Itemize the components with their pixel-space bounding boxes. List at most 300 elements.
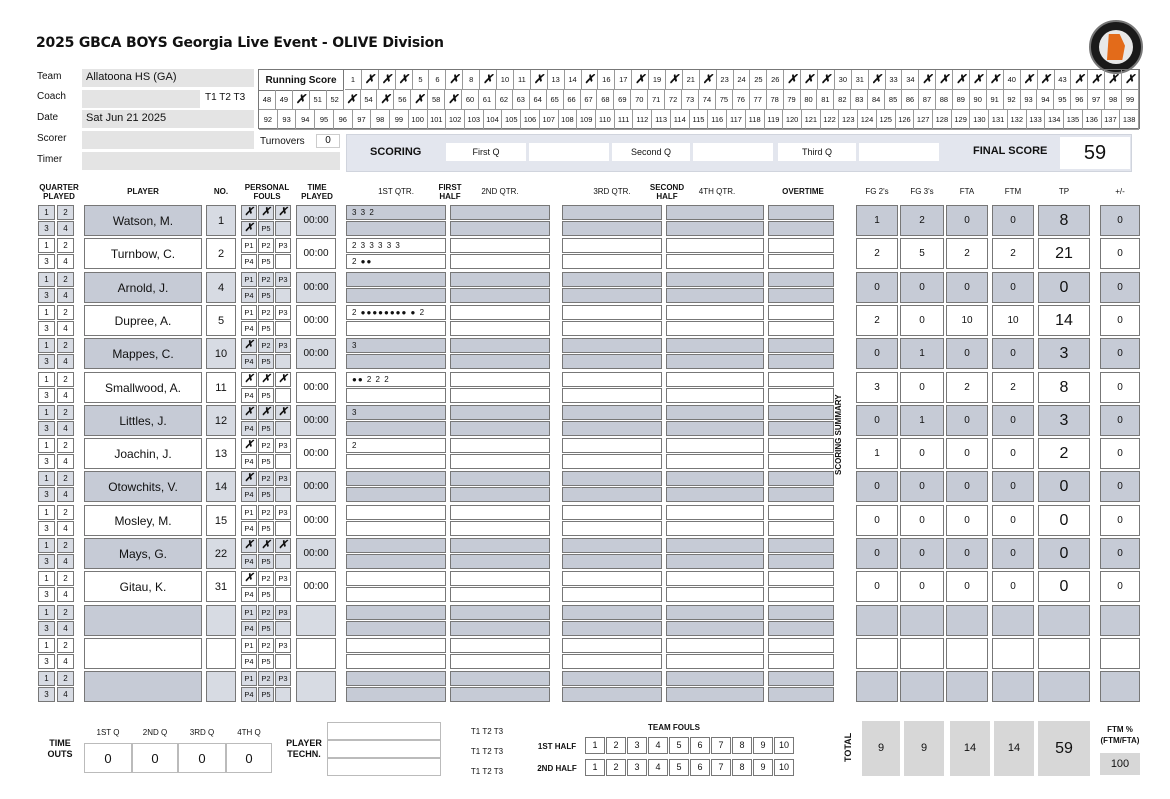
quarter-score-box[interactable] — [768, 671, 834, 686]
quarter-played-box[interactable]: 2 — [57, 405, 74, 420]
quarter-played-box[interactable]: 2 — [57, 372, 74, 387]
running-score-cell[interactable]: 56 — [394, 90, 411, 110]
quarter-score-box[interactable] — [562, 288, 662, 303]
running-score-cell[interactable]: 51 — [310, 90, 327, 110]
quarter-score-box[interactable] — [562, 621, 662, 636]
running-score-cell[interactable]: 24 — [734, 70, 751, 90]
quarter-score-box[interactable] — [450, 621, 550, 636]
quarter-score-box[interactable] — [562, 505, 662, 520]
personal-foul-box[interactable]: P1 — [241, 305, 257, 320]
running-score-cell[interactable]: 129 — [952, 110, 971, 130]
personal-foul-box[interactable]: P2 — [258, 272, 274, 287]
team-foul-box[interactable]: 4 — [648, 737, 668, 754]
team-foul-box[interactable]: 3 — [627, 759, 647, 776]
quarter-score-box[interactable] — [450, 671, 550, 686]
running-score-cell[interactable]: 90 — [970, 90, 987, 110]
quarter-score-box[interactable] — [346, 571, 446, 586]
quarter-score-box[interactable] — [666, 421, 764, 436]
running-score-cell[interactable]: 96 — [1071, 90, 1088, 110]
running-score-cell[interactable]: 107 — [540, 110, 559, 130]
quarter-played-box[interactable]: 4 — [57, 388, 74, 403]
running-score-cell[interactable]: 134 — [1045, 110, 1064, 130]
quarter-score-box[interactable] — [450, 321, 550, 336]
running-score-cell[interactable]: 33 — [886, 70, 903, 90]
quarter-score-box[interactable] — [562, 554, 662, 569]
quarter-score-box[interactable] — [768, 288, 834, 303]
running-score-cell[interactable]: 73 — [682, 90, 699, 110]
quarter-score-box[interactable] — [768, 621, 834, 636]
quarter-played-box[interactable]: 1 — [38, 205, 55, 220]
running-score-cell[interactable]: ✗ — [632, 70, 649, 90]
player-name[interactable]: Smallwood, A. — [84, 372, 202, 403]
quarter-score-box[interactable] — [346, 671, 446, 686]
techn-field-2[interactable] — [327, 740, 441, 758]
quarter-score-box[interactable] — [666, 288, 764, 303]
techn-field-1[interactable] — [327, 722, 441, 740]
quarter-score-box[interactable] — [450, 205, 550, 220]
personal-foul-box[interactable]: P5 — [258, 487, 274, 502]
quarter-played-box[interactable]: 1 — [38, 272, 55, 287]
personal-foul-box[interactable]: ✗ — [241, 221, 257, 236]
personal-foul-box[interactable] — [275, 321, 291, 336]
player-number[interactable]: 2 — [206, 238, 236, 269]
quarter-score-box[interactable]: 3 — [346, 338, 446, 353]
quarter-score-box[interactable] — [666, 571, 764, 586]
running-score-cell[interactable]: 120 — [783, 110, 802, 130]
personal-foul-box[interactable]: P4 — [241, 554, 257, 569]
personal-foul-box[interactable]: P5 — [258, 421, 274, 436]
quarter-score-box[interactable] — [562, 338, 662, 353]
quarter-played-box[interactable]: 1 — [38, 238, 55, 253]
quarter-score-box[interactable] — [666, 654, 764, 669]
personal-foul-box[interactable] — [275, 221, 291, 236]
quarter-played-box[interactable]: 3 — [38, 487, 55, 502]
running-score-cell[interactable]: 93 — [278, 110, 297, 130]
quarter-score-box[interactable] — [768, 221, 834, 236]
running-score-cell[interactable]: ✗ — [362, 70, 379, 90]
personal-foul-box[interactable]: ✗ — [241, 372, 257, 387]
running-score-cell[interactable]: 94 — [1037, 90, 1054, 110]
quarter-score-box[interactable] — [562, 671, 662, 686]
player-name[interactable] — [84, 605, 202, 636]
personal-foul-box[interactable]: P3 — [275, 671, 291, 686]
running-score-cell[interactable]: ✗ — [1105, 70, 1122, 90]
time-played[interactable]: 00:00 — [296, 372, 336, 403]
personal-foul-box[interactable]: ✗ — [241, 205, 257, 220]
personal-foul-box[interactable]: P2 — [258, 571, 274, 586]
third-q-score[interactable] — [859, 143, 939, 161]
quarter-played-box[interactable]: 2 — [57, 205, 74, 220]
personal-foul-box[interactable]: P1 — [241, 238, 257, 253]
quarter-played-box[interactable]: 3 — [38, 621, 55, 636]
team-foul-box[interactable]: 8 — [732, 759, 752, 776]
timeouts-q1-value[interactable]: 0 — [84, 743, 132, 773]
quarter-played-box[interactable]: 4 — [57, 687, 74, 702]
quarter-score-box[interactable] — [450, 438, 550, 453]
player-number[interactable]: 13 — [206, 438, 236, 469]
time-played[interactable]: 00:00 — [296, 438, 336, 469]
running-score-cell[interactable]: 124 — [858, 110, 877, 130]
player-number[interactable] — [206, 671, 236, 702]
running-score-cell[interactable]: 8 — [463, 70, 480, 90]
personal-foul-box[interactable]: ✗ — [241, 471, 257, 486]
quarter-score-box[interactable] — [562, 354, 662, 369]
quarter-played-box[interactable]: 1 — [38, 605, 55, 620]
running-score-cell[interactable]: 100 — [409, 110, 428, 130]
running-score-cell[interactable]: 76 — [733, 90, 750, 110]
quarter-played-box[interactable]: 3 — [38, 354, 55, 369]
running-score-cell[interactable]: 98 — [371, 110, 390, 130]
quarter-score-box[interactable] — [666, 254, 764, 269]
personal-foul-box[interactable]: P4 — [241, 454, 257, 469]
quarter-played-box[interactable]: 4 — [57, 254, 74, 269]
quarter-score-box[interactable] — [450, 288, 550, 303]
player-name[interactable]: Otowchits, V. — [84, 471, 202, 502]
running-score-cell[interactable]: 114 — [671, 110, 690, 130]
quarter-score-box[interactable] — [346, 288, 446, 303]
running-score-cell[interactable]: 86 — [902, 90, 919, 110]
running-score-cell[interactable]: 97 — [353, 110, 372, 130]
quarter-score-box[interactable] — [666, 221, 764, 236]
quarter-score-box[interactable] — [666, 605, 764, 620]
time-played[interactable] — [296, 671, 336, 702]
running-score-cell[interactable]: 21 — [683, 70, 700, 90]
first-q-score[interactable] — [529, 143, 609, 161]
quarter-score-box[interactable] — [666, 538, 764, 553]
quarter-score-box[interactable] — [768, 454, 834, 469]
running-score-cell[interactable]: 74 — [699, 90, 716, 110]
running-score-cell[interactable]: ✗ — [446, 70, 463, 90]
personal-foul-box[interactable]: P5 — [258, 354, 274, 369]
quarter-played-box[interactable]: 4 — [57, 321, 74, 336]
player-number[interactable]: 22 — [206, 538, 236, 569]
time-played[interactable]: 00:00 — [296, 505, 336, 536]
quarter-score-box[interactable] — [346, 654, 446, 669]
running-score-cell[interactable]: 89 — [953, 90, 970, 110]
player-name[interactable]: Littles, J. — [84, 405, 202, 436]
running-score-cell[interactable]: 123 — [839, 110, 858, 130]
quarter-played-box[interactable]: 3 — [38, 587, 55, 602]
quarter-score-box[interactable] — [346, 221, 446, 236]
quarter-score-box[interactable] — [768, 571, 834, 586]
quarter-played-box[interactable]: 4 — [57, 487, 74, 502]
quarter-played-box[interactable]: 4 — [57, 288, 74, 303]
running-score-cell[interactable]: 108 — [559, 110, 578, 130]
player-name[interactable]: Turnbow, C. — [84, 238, 202, 269]
player-name[interactable]: Gitau, K. — [84, 571, 202, 602]
running-score-cell[interactable]: ✗ — [1088, 70, 1105, 90]
personal-foul-box[interactable] — [275, 454, 291, 469]
personal-foul-box[interactable]: ✗ — [275, 205, 291, 220]
team-foul-box[interactable]: 1 — [585, 759, 605, 776]
quarter-score-box[interactable] — [346, 272, 446, 287]
quarter-score-box[interactable] — [450, 587, 550, 602]
personal-foul-box[interactable]: P2 — [258, 638, 274, 653]
quarter-score-box[interactable] — [666, 638, 764, 653]
running-score-cell[interactable]: 109 — [577, 110, 596, 130]
running-score-cell[interactable]: 62 — [496, 90, 513, 110]
quarter-played-box[interactable]: 2 — [57, 338, 74, 353]
running-score-cell[interactable]: 103 — [465, 110, 484, 130]
running-score-cell[interactable]: 70 — [631, 90, 648, 110]
running-score-cell[interactable]: 99 — [390, 110, 409, 130]
player-name[interactable]: Arnold, J. — [84, 272, 202, 303]
personal-foul-box[interactable]: P1 — [241, 638, 257, 653]
quarter-score-box[interactable] — [562, 305, 662, 320]
quarter-played-box[interactable]: 1 — [38, 305, 55, 320]
personal-foul-box[interactable]: P2 — [258, 238, 274, 253]
running-score-cell[interactable]: 133 — [1027, 110, 1046, 130]
quarter-score-box[interactable] — [346, 621, 446, 636]
personal-foul-box[interactable]: ✗ — [241, 538, 257, 553]
personal-foul-box[interactable]: ✗ — [241, 438, 257, 453]
personal-foul-box[interactable]: ✗ — [258, 205, 274, 220]
player-name[interactable]: Mays, G. — [84, 538, 202, 569]
personal-foul-box[interactable]: P4 — [241, 587, 257, 602]
personal-foul-box[interactable]: P2 — [258, 605, 274, 620]
quarter-score-box[interactable] — [562, 638, 662, 653]
running-score-cell[interactable]: 95 — [315, 110, 334, 130]
personal-foul-box[interactable]: P3 — [275, 338, 291, 353]
quarter-played-box[interactable]: 4 — [57, 421, 74, 436]
quarter-played-box[interactable]: 2 — [57, 505, 74, 520]
quarter-score-box[interactable] — [666, 687, 764, 702]
running-score-cell[interactable]: ✗ — [953, 70, 970, 90]
team-foul-box[interactable]: 5 — [669, 737, 689, 754]
personal-foul-box[interactable]: P5 — [258, 388, 274, 403]
quarter-played-box[interactable]: 3 — [38, 687, 55, 702]
quarter-score-box[interactable] — [768, 605, 834, 620]
personal-foul-box[interactable]: P3 — [275, 638, 291, 653]
personal-foul-box[interactable]: P3 — [275, 272, 291, 287]
running-score-cell[interactable]: 125 — [877, 110, 896, 130]
running-score-cell[interactable]: 13 — [548, 70, 565, 90]
player-number[interactable] — [206, 605, 236, 636]
team-foul-box[interactable]: 6 — [690, 737, 710, 754]
quarter-score-box[interactable] — [450, 238, 550, 253]
personal-foul-box[interactable] — [275, 654, 291, 669]
running-score-cell[interactable]: 10 — [497, 70, 514, 90]
running-score-cell[interactable]: 43 — [1055, 70, 1072, 90]
personal-foul-box[interactable]: P4 — [241, 621, 257, 636]
running-score-cell[interactable]: 84 — [868, 90, 885, 110]
running-score-cell[interactable]: ✗ — [344, 90, 361, 110]
personal-foul-box[interactable]: P4 — [241, 321, 257, 336]
quarter-score-box[interactable] — [562, 388, 662, 403]
running-score-cell[interactable]: ✗ — [531, 70, 548, 90]
running-score-cell[interactable]: 1 — [345, 70, 362, 90]
quarter-score-box[interactable] — [346, 421, 446, 436]
quarter-played-box[interactable]: 2 — [57, 605, 74, 620]
running-score-cell[interactable]: 83 — [851, 90, 868, 110]
turnovers-value[interactable]: 0 — [316, 134, 340, 148]
quarter-score-box[interactable] — [768, 354, 834, 369]
personal-foul-box[interactable] — [275, 388, 291, 403]
running-score-cell[interactable]: ✗ — [1071, 70, 1088, 90]
running-score-cell[interactable]: ✗ — [1038, 70, 1055, 90]
quarter-score-box[interactable] — [346, 354, 446, 369]
running-score-cell[interactable]: 111 — [615, 110, 634, 130]
quarter-score-box[interactable] — [768, 471, 834, 486]
quarter-played-box[interactable]: 2 — [57, 671, 74, 686]
quarter-score-box[interactable] — [450, 638, 550, 653]
running-score-cell[interactable]: 105 — [502, 110, 521, 130]
personal-foul-box[interactable]: P3 — [275, 605, 291, 620]
running-score-cell[interactable]: 6 — [429, 70, 446, 90]
team-foul-box[interactable]: 10 — [774, 759, 794, 776]
player-number[interactable]: 10 — [206, 338, 236, 369]
first-q-box[interactable]: First Q — [446, 143, 526, 161]
quarter-played-box[interactable]: 4 — [57, 654, 74, 669]
personal-foul-box[interactable]: P1 — [241, 671, 257, 686]
quarter-score-box[interactable] — [666, 338, 764, 353]
personal-foul-box[interactable]: P4 — [241, 521, 257, 536]
running-score-cell[interactable]: 95 — [1054, 90, 1071, 110]
running-score-cell[interactable]: ✗ — [1122, 70, 1139, 90]
team-foul-box[interactable]: 3 — [627, 737, 647, 754]
personal-foul-box[interactable]: P5 — [258, 454, 274, 469]
personal-foul-box[interactable]: P3 — [275, 438, 291, 453]
personal-foul-box[interactable]: P5 — [258, 288, 274, 303]
quarter-score-box[interactable] — [768, 205, 834, 220]
quarter-score-box[interactable] — [562, 654, 662, 669]
running-score-cell[interactable]: 48 — [259, 90, 276, 110]
personal-foul-box[interactable] — [275, 621, 291, 636]
time-played[interactable]: 00:00 — [296, 538, 336, 569]
date-field[interactable]: Sat Jun 21 2025 — [82, 110, 254, 128]
quarter-score-box[interactable] — [666, 238, 764, 253]
personal-foul-box[interactable] — [275, 554, 291, 569]
running-score-cell[interactable]: 126 — [896, 110, 915, 130]
quarter-score-box[interactable] — [346, 321, 446, 336]
personal-foul-box[interactable]: P1 — [241, 272, 257, 287]
time-played[interactable]: 00:00 — [296, 205, 336, 236]
running-score-cell[interactable]: 60 — [462, 90, 479, 110]
running-score-cell[interactable]: ✗ — [919, 70, 936, 90]
quarter-score-box[interactable] — [450, 687, 550, 702]
running-score-cell[interactable]: 80 — [801, 90, 818, 110]
running-score-cell[interactable]: 122 — [821, 110, 840, 130]
quarter-score-box[interactable] — [562, 254, 662, 269]
quarter-score-box[interactable] — [346, 605, 446, 620]
running-score-cell[interactable]: ✗ — [987, 70, 1004, 90]
quarter-score-box[interactable] — [768, 487, 834, 502]
quarter-score-box[interactable] — [768, 238, 834, 253]
quarter-score-box[interactable] — [768, 505, 834, 520]
quarter-score-box[interactable] — [768, 372, 834, 387]
running-score-cell[interactable]: 93 — [1021, 90, 1038, 110]
personal-foul-box[interactable]: P5 — [258, 687, 274, 702]
running-score-cell[interactable]: 65 — [547, 90, 564, 110]
personal-foul-box[interactable]: P4 — [241, 288, 257, 303]
running-score-cell[interactable]: 112 — [633, 110, 652, 130]
quarter-score-box[interactable] — [666, 272, 764, 287]
quarter-score-box[interactable] — [450, 554, 550, 569]
running-score-cell[interactable]: 94 — [296, 110, 315, 130]
running-score-cell[interactable]: ✗ — [1021, 70, 1038, 90]
player-number[interactable]: 15 — [206, 505, 236, 536]
personal-foul-box[interactable]: P3 — [275, 305, 291, 320]
quarter-score-box[interactable] — [450, 221, 550, 236]
player-number[interactable]: 14 — [206, 471, 236, 502]
quarter-score-box[interactable] — [666, 205, 764, 220]
quarter-score-box[interactable] — [768, 338, 834, 353]
quarter-score-box[interactable] — [562, 605, 662, 620]
team-foul-box[interactable]: 1 — [585, 737, 605, 754]
running-score-cell[interactable]: 82 — [834, 90, 851, 110]
running-score-cell[interactable]: 118 — [746, 110, 765, 130]
personal-foul-box[interactable]: P3 — [275, 471, 291, 486]
personal-foul-box[interactable] — [275, 587, 291, 602]
running-score-cell[interactable]: 91 — [987, 90, 1004, 110]
personal-foul-box[interactable]: P2 — [258, 505, 274, 520]
personal-foul-box[interactable]: P5 — [258, 587, 274, 602]
personal-foul-box[interactable] — [275, 254, 291, 269]
quarter-score-box[interactable] — [562, 321, 662, 336]
running-score-cell[interactable]: 97 — [1088, 90, 1105, 110]
quarter-score-box[interactable] — [666, 388, 764, 403]
running-score-cell[interactable]: 137 — [1102, 110, 1121, 130]
time-played[interactable]: 00:00 — [296, 338, 336, 369]
running-score-cell[interactable]: 16 — [598, 70, 615, 90]
running-score-cell[interactable]: 81 — [817, 90, 834, 110]
running-score-cell[interactable]: ✗ — [377, 90, 394, 110]
personal-foul-box[interactable] — [275, 521, 291, 536]
quarter-score-box[interactable] — [450, 421, 550, 436]
running-score-cell[interactable]: 136 — [1083, 110, 1102, 130]
running-score-cell[interactable]: 128 — [933, 110, 952, 130]
team-foul-box[interactable]: 9 — [753, 737, 773, 754]
quarter-score-box[interactable] — [562, 687, 662, 702]
quarter-score-box[interactable] — [562, 538, 662, 553]
quarter-score-box[interactable] — [450, 487, 550, 502]
running-score-cell[interactable]: ✗ — [445, 90, 462, 110]
quarter-played-box[interactable]: 4 — [57, 554, 74, 569]
player-name[interactable] — [84, 671, 202, 702]
timeouts-q3-value[interactable]: 0 — [178, 743, 226, 773]
running-score-cell[interactable]: ✗ — [480, 70, 497, 90]
quarter-score-box[interactable] — [666, 438, 764, 453]
second-q-box[interactable]: Second Q — [612, 143, 690, 161]
quarter-score-box[interactable] — [666, 354, 764, 369]
personal-foul-box[interactable]: P5 — [258, 321, 274, 336]
personal-foul-box[interactable]: P5 — [258, 654, 274, 669]
quarter-score-box[interactable] — [346, 487, 446, 502]
running-score-cell[interactable]: 71 — [648, 90, 665, 110]
quarter-score-box[interactable] — [768, 654, 834, 669]
quarter-played-box[interactable]: 1 — [38, 338, 55, 353]
running-score-cell[interactable]: 116 — [708, 110, 727, 130]
quarter-score-box[interactable] — [666, 321, 764, 336]
personal-foul-box[interactable]: P3 — [275, 571, 291, 586]
quarter-played-box[interactable]: 1 — [38, 372, 55, 387]
quarter-score-box[interactable] — [666, 587, 764, 602]
player-name[interactable] — [84, 638, 202, 669]
running-score-cell[interactable]: 130 — [970, 110, 989, 130]
quarter-score-box[interactable] — [666, 505, 764, 520]
quarter-score-box[interactable] — [450, 254, 550, 269]
quarter-score-box[interactable] — [666, 471, 764, 486]
personal-foul-box[interactable]: P4 — [241, 354, 257, 369]
running-score-cell[interactable]: ✗ — [869, 70, 886, 90]
quarter-score-box[interactable] — [562, 487, 662, 502]
time-played[interactable]: 00:00 — [296, 405, 336, 436]
running-score-cell[interactable]: 131 — [989, 110, 1008, 130]
running-score-cell[interactable]: ✗ — [666, 70, 683, 90]
personal-foul-box[interactable]: P3 — [275, 505, 291, 520]
running-score-cell[interactable]: 96 — [334, 110, 353, 130]
quarter-played-box[interactable]: 3 — [38, 254, 55, 269]
